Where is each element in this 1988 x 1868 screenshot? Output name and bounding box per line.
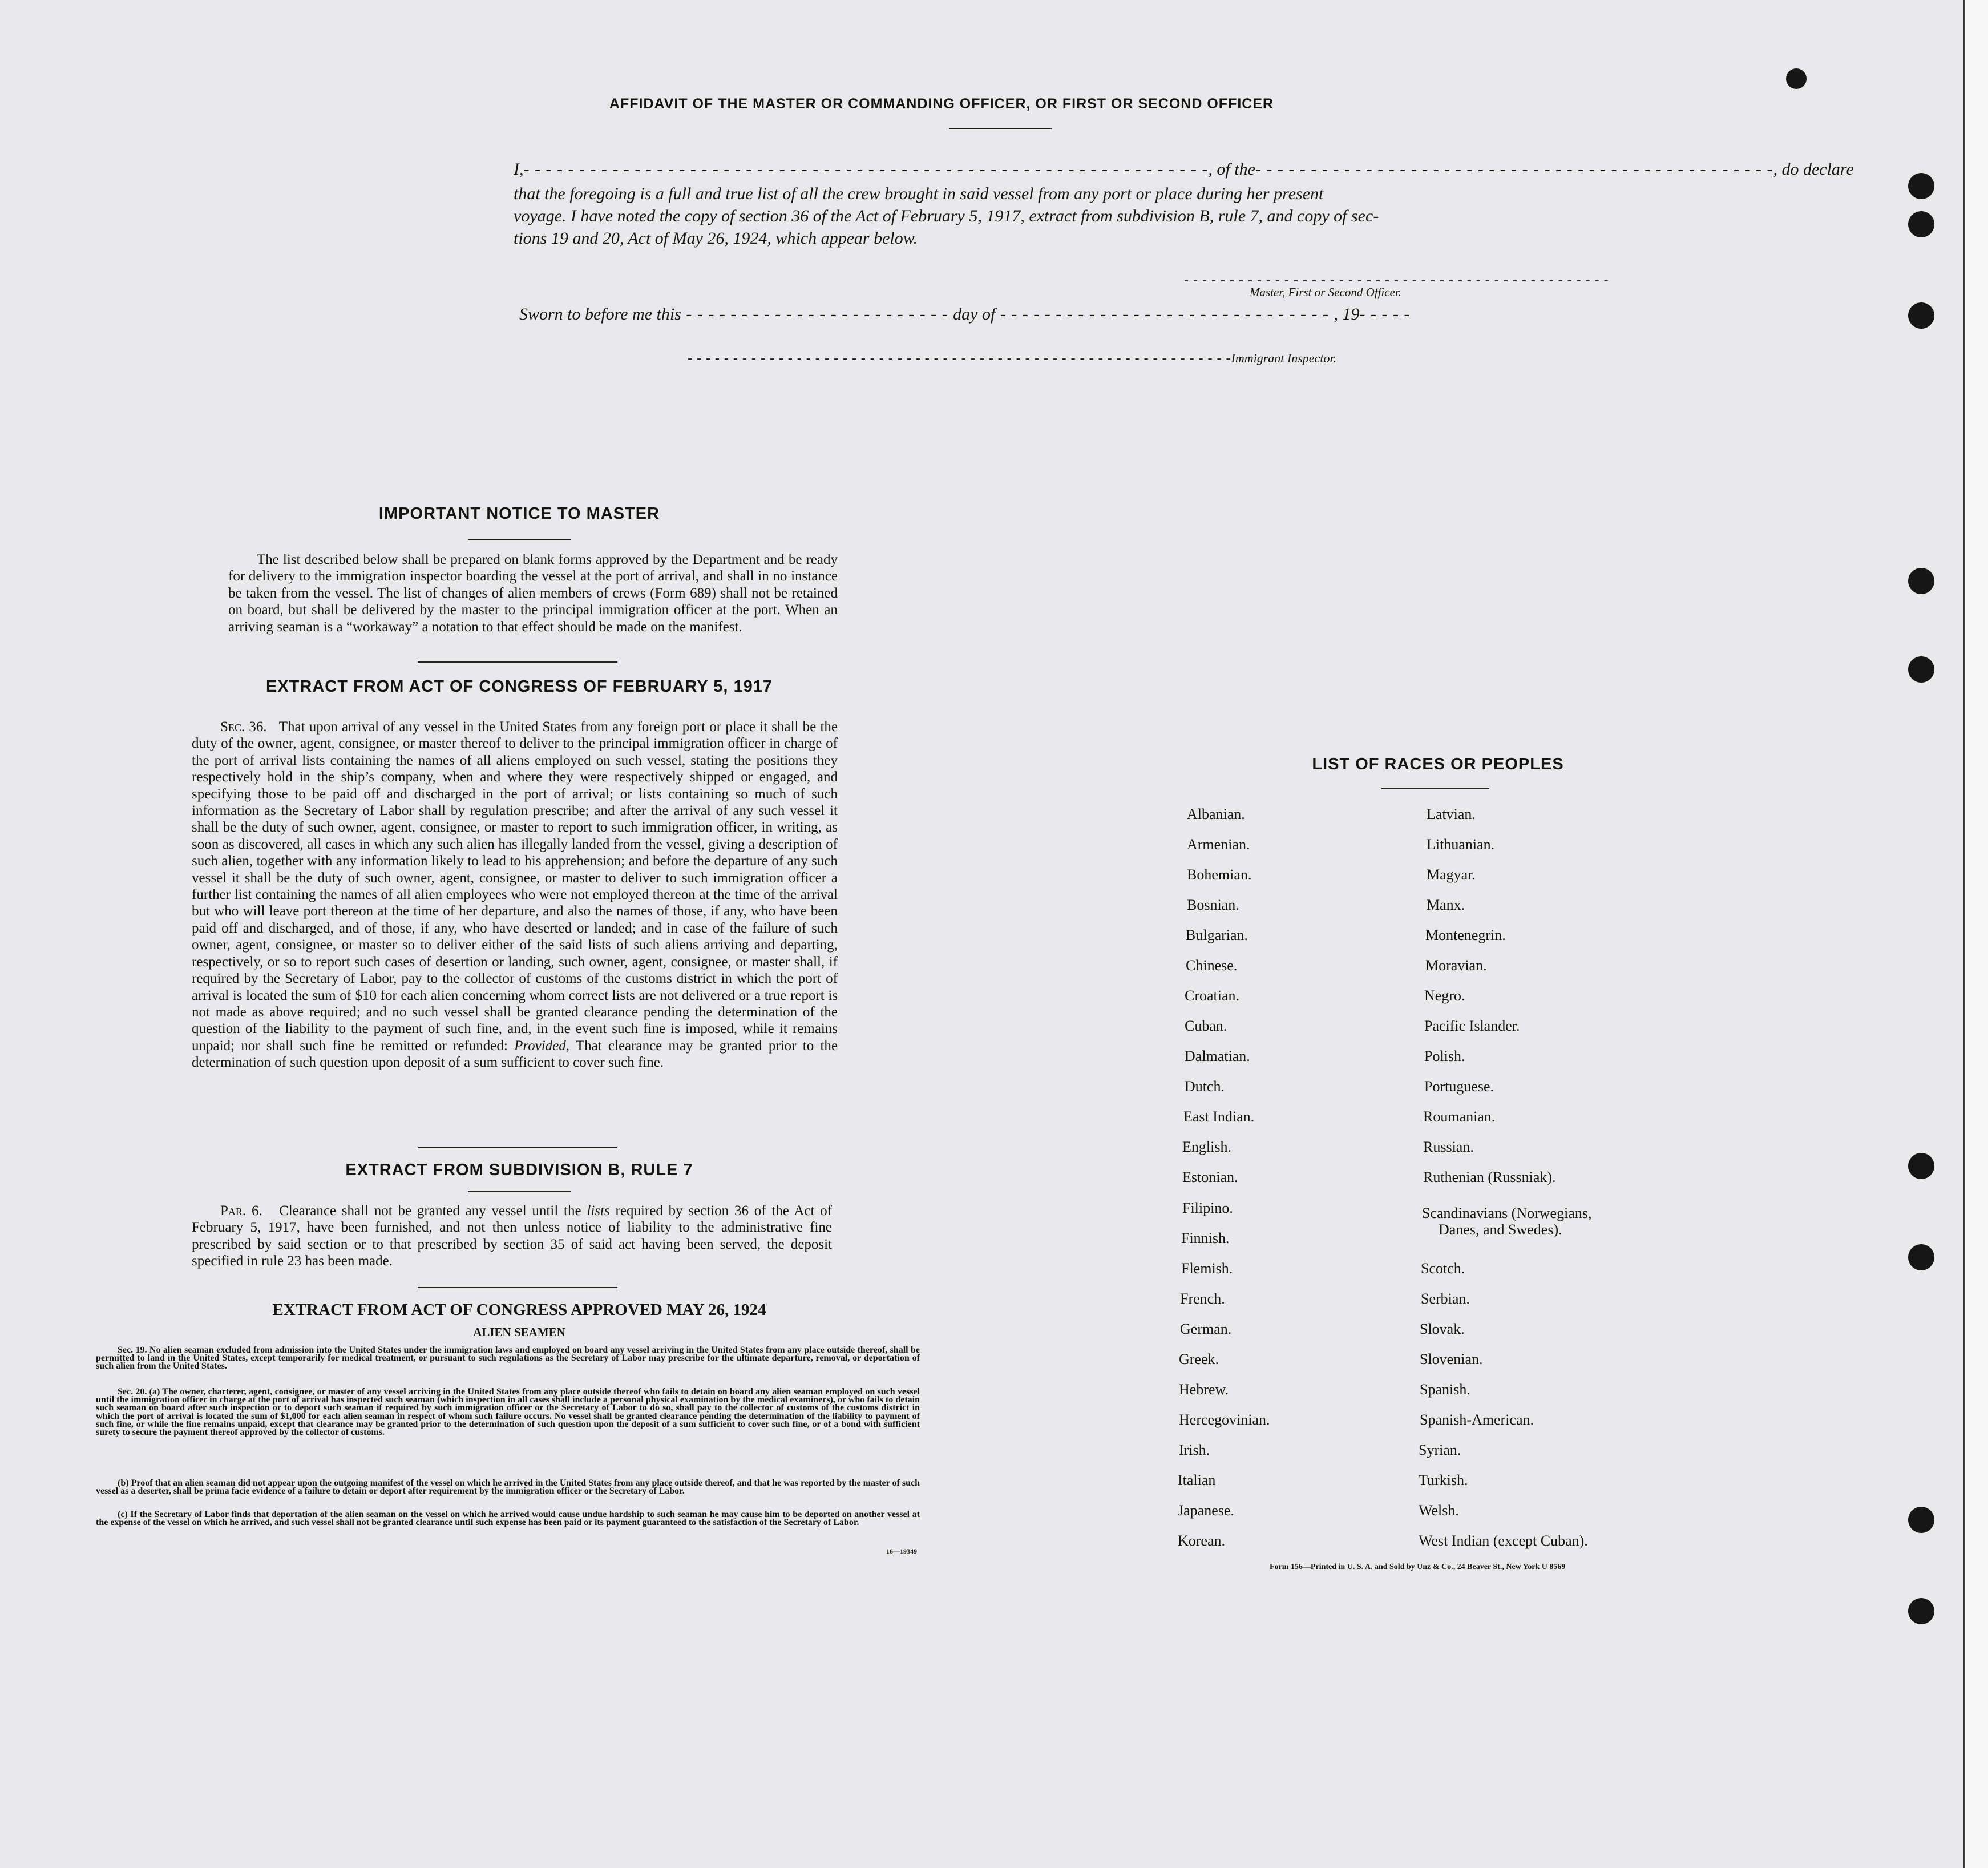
affidavit-line-3: voyage. I have noted the copy of section 36 of the Act of February 5, 1917, extract from subdivision B, rule 7, and copy of sec- xyxy=(514,207,1379,225)
race-item: Chinese. xyxy=(1186,957,1238,974)
paragraph-6-label: Par. 6. xyxy=(220,1203,262,1219)
race-item: Hercegovinian. xyxy=(1179,1411,1270,1428)
race-item: Scandinavians (Norwegians, xyxy=(1422,1205,1592,1221)
race-item: Bosnian. xyxy=(1187,897,1239,913)
affidavit-line-4: tions 19 and 20, Act of May 26, 1924, which appear below. xyxy=(514,229,918,248)
master-signature-label: Master, First or Second Officer. xyxy=(1250,285,1401,299)
race-item: Estonian. xyxy=(1182,1169,1238,1185)
divider xyxy=(418,1147,617,1148)
race-item: Scotch. xyxy=(1421,1260,1465,1277)
sworn-month-blank[interactable]: - - - - - - - - - - - - - - - - - - - - - - - - - - - - - - xyxy=(995,305,1334,324)
extract-1924-title: EXTRACT FROM ACT OF CONGRESS APPROVED MAY 26, 1924 xyxy=(272,1301,766,1319)
sec-20a-text: Sec. 20. (a) The owner, charterer, agent, consignee, or master of any vessel arriving in the United States from any place outside thereof who fails to detain on board any alien seaman employed on such vessel until the immigration officer in charge at the port of arrival has inspected such seaman (which inspection in all cases shall include a personal physical examination by the medical examiners), or who fails to detain such seaman on board after such inspection or to deport such seaman if required by such immigration officer or the Secretary of Labor to do so, shall pay to the collector of customs of the customs district in which the port of arrival is located the sum of $1,000 for each alien seaman in respect of whom such failure occurs. No vessel shall be granted clearance pending the determination of the liability to payment of such fine, or while the fine remains unpaid, except that clearance may be granted prior to the determination of such question upon the deposit of a sum sufficient to cover such fine, or of a bond with sufficient surety to secure the payment thereof approved by the collector of customs. xyxy=(96,1387,920,1438)
affidavit-line-2: that the foregoing is a full and true list of all the crew brought in said vessel from any port or place during her present xyxy=(514,184,1324,203)
divider xyxy=(418,1287,617,1288)
race-item: Negro. xyxy=(1424,987,1465,1004)
print-code: 16—19349 xyxy=(886,1547,917,1555)
race-item: Manx. xyxy=(1427,897,1465,913)
race-item: Ruthenian (Russniak). xyxy=(1423,1169,1556,1185)
race-item: Filipino. xyxy=(1182,1200,1233,1216)
divider xyxy=(468,1191,571,1192)
race-item: Finnish. xyxy=(1181,1230,1230,1246)
sworn-year-blank[interactable]: - - - - - xyxy=(1359,305,1411,324)
extract-1924-subtitle: ALIEN SEAMEN xyxy=(473,1325,565,1339)
race-item: Italian xyxy=(1178,1472,1216,1488)
races-title: LIST OF RACES OR PEOPLES xyxy=(1312,755,1564,773)
name-blank[interactable]: - - - - - - - - - - - - - - - - - - - - - - - - - - - - - - - - - - - - - - - - - - - - - - - - - - - - - - - - - - - - - - xyxy=(523,160,1209,179)
sec-19-text: Sec. 19. No alien seaman excluded from admission into the United States under the immigration laws and employed on board any vessel arriving in the United States from any place outside thereof, shall be permitted to land in the United States, except temporarily for medical treatment, or pursuant to such regulations as the Secretary of Labor may prescribe for the ultimate departure, removal, or deportation of such alien from the United States. xyxy=(96,1345,920,1371)
race-item: Armenian. xyxy=(1187,836,1250,853)
sec-20b-text: (b) Proof that an alien seaman did not appear upon the outgoing manifest of the vessel on which he arrived in the United States from any place outside thereof, and that he was reported by the master of such vessel as a deserter, shall be prima facie evidence of a failure to detain or deport after requirement by the immigration officer or the Secretary of Labor. xyxy=(96,1478,920,1496)
punch-hole xyxy=(1908,211,1934,237)
race-item: Flemish. xyxy=(1181,1260,1233,1277)
sec-20c-text: (c) If the Secretary of Labor finds that deportation of the alien seaman on the vessel on which he arrived would cause undue hardship to such seaman he may cause him to be deported on another vessel at the expense of the vessel on which he arrived, and such vessel shall not be granted clearance until such expense has been paid or its payment guaranteed to the satisfaction of the Secretary of Labor. xyxy=(96,1510,920,1528)
extract-rule7-title: EXTRACT FROM SUBDIVISION B, RULE 7 xyxy=(345,1161,693,1179)
race-item: Moravian. xyxy=(1425,957,1487,974)
punch-hole xyxy=(1786,68,1807,89)
divider xyxy=(418,661,617,663)
race-item: Dutch. xyxy=(1185,1078,1225,1095)
extract-1917-body: Sec. 36. That upon arrival of any vessel in the United States from any foreign port or place it shall be the duty of the owner, agent, consignee, or master thereof to deliver to the principal immigration officer in charge of the port of arrival lists containing the names of all aliens employed on such vessel, stating the positions they respectively hold in the ship’s company, when and where they were respectively shipped or engaged, and specifying those to be paid off and discharged in the port of arrival; or lists containing so much of such information as the Secretary of Labor shall by regulation prescribe; and after the arrival of any such vessel it shall be the duty of such owner, agent, consignee, or master to report to such immigration officer, in writing, as soon as discovered, all cases in which any such alien has illegally landed from the vessel, giving a description of such alien, together with any information likely to lead to his apprehension; and before the departure of any such vessel it shall be the duty of such owner, agent, consignee, or master to deliver to such immigration officer a further list containing the names of all alien employees who were not employed thereon at the time of the arrival but who will leave port thereon at the time of her departure, and also the names of those, if any, who have been paid off and discharged, and of those, if any, who have deserted or landed; and in case of the failure of such owner, agent, consignee, or master so to deliver either of the said lists of such aliens arriving and departing, respectively, or so to report such cases of desertion or landing, such owner, agent, consignee, or master shall, if required by the Secretary of Labor, pay to the collector of customs of the customs district in which the port of arrival is located the sum of $10 for each alien concerning whom correct lists are not delivered or a true report is not made as above required; and no such vessel shall be granted clearance pending the determination of the question of the liability to the payment of such fine, and, in the event such fine is imposed, while it remains unpaid; nor shall such fine be remitted or refunded: Provided, That clearance may be granted prior to the determination of such question upon deposit of a sum sufficient to cover such fine. xyxy=(192,719,838,1071)
punch-hole xyxy=(1908,1244,1934,1270)
punch-hole xyxy=(1908,656,1934,683)
race-item: Lithuanian. xyxy=(1427,836,1495,853)
race-item: Korean. xyxy=(1178,1532,1226,1549)
race-item: Welsh. xyxy=(1419,1502,1459,1519)
sworn-line: Sworn to before me this - - - - - - - - - - - - - - - - - - - - - - - - day of - - - - - - - - - - - - - - - - - - - - - - - - - - - - - - , 19- - - - - xyxy=(519,305,1411,324)
punch-hole xyxy=(1908,302,1934,329)
race-item: English. xyxy=(1182,1139,1231,1155)
extract-1917-title: EXTRACT FROM ACT OF CONGRESS OF FEBRUARY 5, 1917 xyxy=(265,677,773,696)
race-item: Magyar. xyxy=(1427,866,1476,883)
race-item: West Indian (except Cuban). xyxy=(1419,1532,1588,1549)
punch-hole xyxy=(1908,1153,1934,1179)
divider xyxy=(1381,788,1489,789)
race-item: Albanian. xyxy=(1187,806,1245,822)
race-item: Russian. xyxy=(1423,1139,1474,1155)
affidavit-of-the: , of the xyxy=(1208,160,1255,179)
race-item: Bulgarian. xyxy=(1186,927,1248,943)
vessel-blank[interactable]: - - - - - - - - - - - - - - - - - - - - - - - - - - - - - - - - - - - - - - - - - - - - - - - xyxy=(1255,160,1773,179)
race-item: German. xyxy=(1180,1321,1232,1337)
affidavit-line-1 xyxy=(514,160,1854,179)
race-item: Greek. xyxy=(1179,1351,1219,1367)
divider xyxy=(468,539,571,540)
race-item: Slovenian. xyxy=(1420,1351,1483,1367)
race-item: Bohemian. xyxy=(1187,866,1252,883)
race-item: East Indian. xyxy=(1183,1108,1255,1125)
race-item: Hebrew. xyxy=(1179,1381,1229,1398)
inspector-line: - - - - - - - - - - - - - - - - - - - - - - - - - - - - - - - - - - - - - - - - - - - - - - - - - - - - - - - - - - - -Immigrant Inspector. xyxy=(688,351,1337,366)
notice-title: IMPORTANT NOTICE TO MASTER xyxy=(378,505,660,523)
punch-hole xyxy=(1908,1598,1934,1624)
form-footer: Form 156—Printed in U. S. A. and Sold by Unz & Co., 24 Beaver St., New York U 8569 xyxy=(1270,1563,1566,1571)
page-edge xyxy=(1963,0,1988,1868)
divider xyxy=(949,128,1052,129)
affidavit-title: AFFIDAVIT OF THE MASTER OR COMMANDING OFFICER, OR FIRST OR SECOND OFFICER xyxy=(609,96,1274,112)
sworn-date-blank[interactable]: - - - - - - - - - - - - - - - - - - - - - - - - xyxy=(681,305,953,324)
race-item: French. xyxy=(1180,1290,1225,1307)
race-item: Spanish-American. xyxy=(1420,1411,1534,1428)
race-item: Irish. xyxy=(1179,1442,1210,1458)
race-item: Roumanian. xyxy=(1423,1108,1496,1125)
race-item: Syrian. xyxy=(1419,1442,1461,1458)
race-item: Dalmatian. xyxy=(1185,1048,1250,1064)
punch-hole xyxy=(1908,173,1934,199)
master-signature-line[interactable]: - - - - - - - - - - - - - - - - - - - - - - - - - - - - - - - - - - - - - - - - - - - - - - - xyxy=(1184,273,1609,288)
race-item: Montenegrin. xyxy=(1425,927,1506,943)
notice-body: The list described below shall be prepared on blank forms approved by the Department and be ready for delivery to the immigration inspector boarding the vessel at the port of arrival, and shall in no instance be taken from the vessel. The list of changes of alien members of crews (Form 689) shall not be retained on board, but shall be delivered by the master to the principal immigration officer at the port. When an arriving seaman is a “workaway” a notation to that effect should be made on the manifest. xyxy=(228,552,838,635)
inspector-signature-blank[interactable]: - - - - - - - - - - - - - - - - - - - - - - - - - - - - - - - - - - - - - - - - - - - - - - - - - - - - - - - - - - - - xyxy=(688,351,1231,366)
race-item: Croatian. xyxy=(1185,987,1240,1004)
punch-hole xyxy=(1908,1507,1934,1533)
race-item: Japanese. xyxy=(1178,1502,1234,1519)
race-item: Portuguese. xyxy=(1424,1078,1494,1095)
punch-hole xyxy=(1908,568,1934,594)
race-item: Spanish. xyxy=(1420,1381,1470,1398)
race-item: Latvian. xyxy=(1427,806,1476,822)
race-item: Pacific Islander. xyxy=(1424,1018,1520,1034)
affidavit-i: I, xyxy=(514,160,524,179)
extract-rule7-body: Par. 6. Clearance shall not be granted any vessel until the lists required by section 36 of the Act of February 5, 1917, have been furnished, and not then unless notice of liability to the administrative fine prescribed by said section or to that prescribed by section 35 of said act having been served, the deposit specified in rule 23 has been made. xyxy=(192,1203,833,1269)
race-item: Serbian. xyxy=(1421,1290,1470,1307)
race-item: Turkish. xyxy=(1419,1472,1468,1488)
affidavit-declare: , do declare xyxy=(1773,160,1854,179)
race-item: Cuban. xyxy=(1185,1018,1227,1034)
race-item: Polish. xyxy=(1424,1048,1465,1064)
section-36-label: Sec. 36. xyxy=(220,719,267,735)
race-item: Danes, and Swedes). xyxy=(1439,1221,1562,1238)
race-item: Slovak. xyxy=(1420,1321,1465,1337)
